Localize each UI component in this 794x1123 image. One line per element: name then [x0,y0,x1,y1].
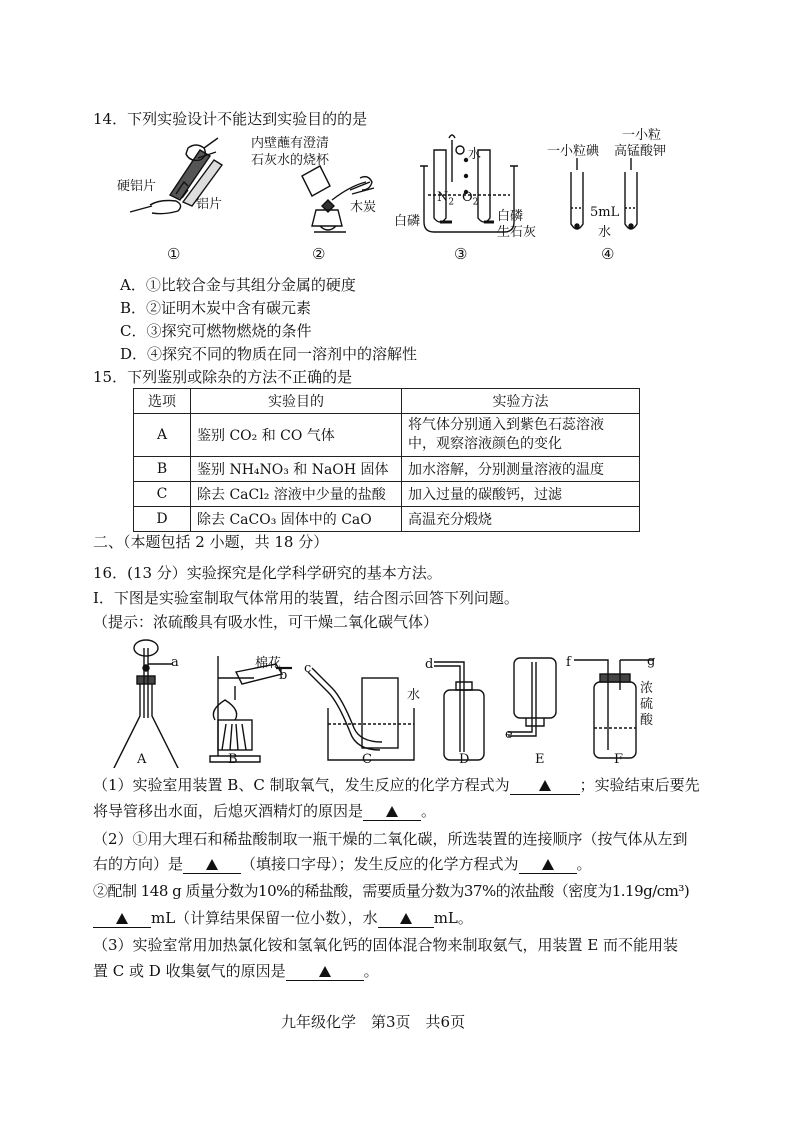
apparatus-e [508,658,556,736]
port-g-label: g [647,654,656,669]
row-goal: 除去 CaCl₂ 溶液中少量的盐酸 [191,482,402,507]
q16-sub2-line1: （2）①用大理石和稀盐酸制取一瓶干燥的二氧化碳，所选装置的连接顺序（按气体从左到 [93,830,688,848]
port-c-label: c [304,661,312,676]
fig2-label-line1: 内壁蘸有澄清 [251,136,330,151]
fig4-water-label: 水 [598,225,612,240]
answer-blank[interactable] [183,855,241,874]
fig2-charcoal-label: 木炭 [350,200,377,215]
fig4-number: ④ [601,245,615,263]
fig2-label-line2: 石灰水的烧杯 [251,153,330,168]
q16-sub1-line1: （1）实验室用装置 B、C 制取氧气，发生反应的化学方程式为 ；实验结束后要先 [93,776,700,794]
q16-sub3-line1: （3）实验室常用加热氯化铵和氢氧化钙的固体混合物来制取氨气，用装置 E 而不能用装 [93,936,679,954]
row-goal: 鉴别 CO₂ 和 CO 气体 [191,414,402,457]
table-row [134,507,640,532]
table-row [134,414,640,457]
q14-stem: 14．下列实验设计不能达到实验目的的是 [93,110,368,128]
fig4-kmno4-label1: 一小粒 [622,128,662,143]
row-method: 加水溶解，分别测量溶液的温度 [402,457,640,482]
row-method: 加入过量的碳酸钙，过滤 [402,482,640,507]
header-method: 实验方法 [402,389,640,414]
row-method: 将气体分别通入到紫色石蕊溶液 中，观察溶液颜色的变化 [402,414,640,457]
q16-sub2-line3: ②配制 148 g 质量分数为10%的稀盐酸，需要质量分数为37%的浓盐酸（密度为1.19g/cm³) [93,882,690,900]
fig3-white-p-left: 白磷 [394,214,421,229]
answer-blank[interactable] [519,855,577,874]
acid-label-1: 浓 [640,681,654,696]
row-method: 高温充分煅烧 [402,507,640,532]
port-b-label: b [279,668,288,683]
trough-water-label: 水 [407,688,421,703]
page-footer: 九年级化学 第3页 共6页 [281,1013,466,1031]
triangle-icon [539,780,551,791]
answer-blank[interactable] [93,909,151,928]
q16-sub2-line4: mL（计算结果保留一位小数），水 mL。 [93,907,473,928]
row-option: B [134,457,191,482]
header-option: 选项 [134,389,191,414]
triangle-icon [116,913,128,924]
row-option: A [134,414,191,457]
fig4-water-amount: 5mL [590,205,620,220]
apparatus-label-c: C [362,752,372,767]
fig3-n2-label: $N_2$ [437,190,455,208]
fig1-hard-al-label: 硬铝片 [117,179,157,194]
fig4-kmno4-label2: 高锰酸钾 [614,144,667,159]
answer-blank[interactable] [378,909,434,928]
table-row [134,457,640,482]
q16-sub1-line2: 将导管移出水面，后熄灭酒精灯的原因是 。 [93,802,437,820]
answer-blank[interactable] [510,776,580,795]
row-goal: 除去 CaCO₃ 固体中的 CaO [191,507,402,532]
fig1-al-label: 铝片 [196,197,223,212]
port-e-label: e [505,727,513,742]
fig2-number: ② [312,245,326,263]
answer-blank[interactable] [363,802,421,821]
triangle-icon [319,966,331,977]
q15-table [133,388,640,532]
cotton-label: 棉花 [255,656,282,671]
q16-hint: （提示：浓硫酸具有吸水性，可干燥二氧化碳气体） [93,613,439,631]
acid-label-3: 酸 [640,713,654,728]
answer-blank[interactable] [286,962,364,981]
row-option: D [134,507,191,532]
q14-option-a: A．①比较合金与其组分金属的硬度 [120,276,356,294]
acid-label-2: 硫 [640,697,654,712]
apparatus-label-e: E [535,752,545,767]
row-option: C [134,482,191,507]
triangle-icon [206,859,218,870]
q15-stem: 15．下列鉴别或除杂的方法不正确的是 [93,368,353,386]
apparatus-figure [100,638,680,768]
section-2-heading: 二、（本题包括 2 小题，共 18 分） [93,533,329,551]
q16-stem: 16．(13 分）实验探究是化学科学研究的基本方法。 [93,564,442,582]
fig3-quicklime: 生石灰 [497,225,537,240]
table-row [134,482,640,507]
q16-sub3-line2: 置 C 或 D 收集氨气的原因是 。 [93,962,379,980]
table-header-row [134,389,640,414]
q14-option-d: D．④探究不同的物质在同一溶剂中的溶解性 [120,345,418,363]
row-goal: 鉴别 NH₄NO₃ 和 NaOH 固体 [191,457,402,482]
port-a-label: a [171,655,179,670]
q16-part1: Ⅰ．下图是实验室制取气体常用的装置，结合图示回答下列问题。 [93,589,519,607]
apparatus-label-a: A [137,752,147,767]
port-d-label: d [425,657,434,672]
port-f-label: f [566,655,571,670]
apparatus-label-b: B [228,752,238,767]
q16-sub2-line2: 右的方向）是 （填接口字母）；发生反应的化学方程式为 。 [93,855,592,873]
triangle-icon [542,859,554,870]
q14-option-b: B．②证明木炭中含有碳元素 [120,299,312,317]
fig3-water-label: 水 [468,147,482,162]
fig4-iodine-label: 一小粒碘 [547,144,600,159]
fig3-white-p-right: 白磷 [497,209,524,224]
apparatus-label-f: F [614,752,624,767]
apparatus-label-d: D [459,752,470,767]
apparatus-d [434,662,484,760]
apparatus-c [308,668,414,760]
triangle-icon [400,913,412,924]
fig3-number: ③ [454,245,468,263]
q14-figures [0,0,794,270]
header-goal: 实验目的 [191,389,402,414]
fig1-number: ① [167,245,181,263]
fig3-o2-label: $O_2$ [462,190,479,208]
q14-option-c: C．③探究可燃物燃烧的条件 [120,322,312,340]
triangle-icon [386,806,398,817]
